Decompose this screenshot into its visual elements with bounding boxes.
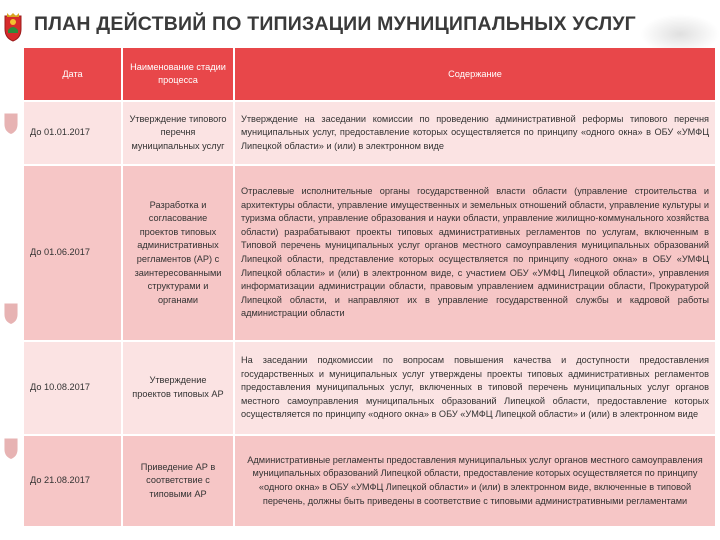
left-decorative-strip	[0, 50, 24, 540]
page-title: ПЛАН ДЕЙСТВИЙ ПО ТИПИЗАЦИИ МУНИЦИПАЛЬНЫХ УСЛУГ	[34, 13, 636, 35]
table-row	[24, 341, 716, 435]
action-plan-table	[24, 48, 717, 528]
row-content: Отраслевые исполнительные органы государственной власти области (управление строительства и архитектуры области, управление имущественных и земельных отношений области, управление культуры и туризма области, управление образования и науки области, управление жилищно-коммунального хозяйства области) разрабатывают проекты типовых административных регламентов по услугам, включенным в Типовой перечень муниципальных услуг органов местного самоуправления муниципальных образований Липецкой области, представление которых осуществляется по принципу «одного окна» в ОБУ «УМФЦ Липецкой области» и (или) в электронном виде, с участием ОБУ «УМФЦ Липецкой области», управления информатизации администрации области, правовым управлением администрации области, Прокуратурой Липецкой области, и направляют их в управление государственной службы и кадровой работы администрации области	[234, 165, 716, 341]
table-row	[24, 165, 716, 341]
column-header-stage: Наименование стадии процесса	[122, 48, 234, 101]
row-content: Утверждение на заседании комиссии по проведению административной реформы типового перечня муниципальных услуг, предоставление которых осуществляется по принципу «одного окна» в ОБУ «УМФЦ Липецкой области» и (или) в электронном виде	[234, 101, 716, 165]
table-row	[24, 101, 716, 165]
row-stage: Утверждение типового перечня муниципальных услуг	[122, 101, 234, 165]
row-content: На заседании подкомиссии по вопросам повышения качества и доступности предоставления государственных и муниципальных услуг утверждены проекты типовых административных регламентов предоставления муниципальных услуг, включенных в типовой перечень муниципальных услуг органов местного самоуправления муниципальных образований Липецкой области, предоставление которых осуществляется по принципу «одного окна» в ОБУ «УМФЦ Липецкой области» и (или) в электронном виде	[234, 341, 716, 435]
table-row	[24, 435, 716, 527]
coat-of-arms-icon	[2, 110, 20, 135]
row-date: До 01.01.2017	[24, 101, 122, 165]
row-content: Административные регламенты предоставления муниципальных услуг органов местного самоуправления муниципальных образований Липецкой области, предоставление которых осуществляется по принципу «одного окна» в ОБУ «УМФЦ Липецкой области» и (или) в электронном виде, включенные в типовой перечень, должны быть приведены в соответствие с типовыми административными регламентами	[234, 435, 716, 527]
row-stage: Разработка и согласование проектов типовых административных регламентов (АР) с заинтересованными структурами и органами	[122, 165, 234, 341]
coat-of-arms-icon	[2, 435, 20, 460]
slide-header	[0, 0, 720, 50]
column-header-date: Дата	[24, 48, 122, 101]
coat-of-arms-icon	[2, 300, 20, 325]
row-stage: Утверждение проектов типовых АР	[122, 341, 234, 435]
column-header-content: Содержание	[234, 48, 716, 101]
row-date: До 01.06.2017	[24, 165, 122, 341]
table-header-row	[24, 48, 716, 101]
row-date: До 10.08.2017	[24, 341, 122, 435]
coat-of-arms-icon	[2, 12, 24, 42]
row-date: До 21.08.2017	[24, 435, 122, 527]
row-stage: Приведение АР в соответствие с типовыми АР	[122, 435, 234, 527]
